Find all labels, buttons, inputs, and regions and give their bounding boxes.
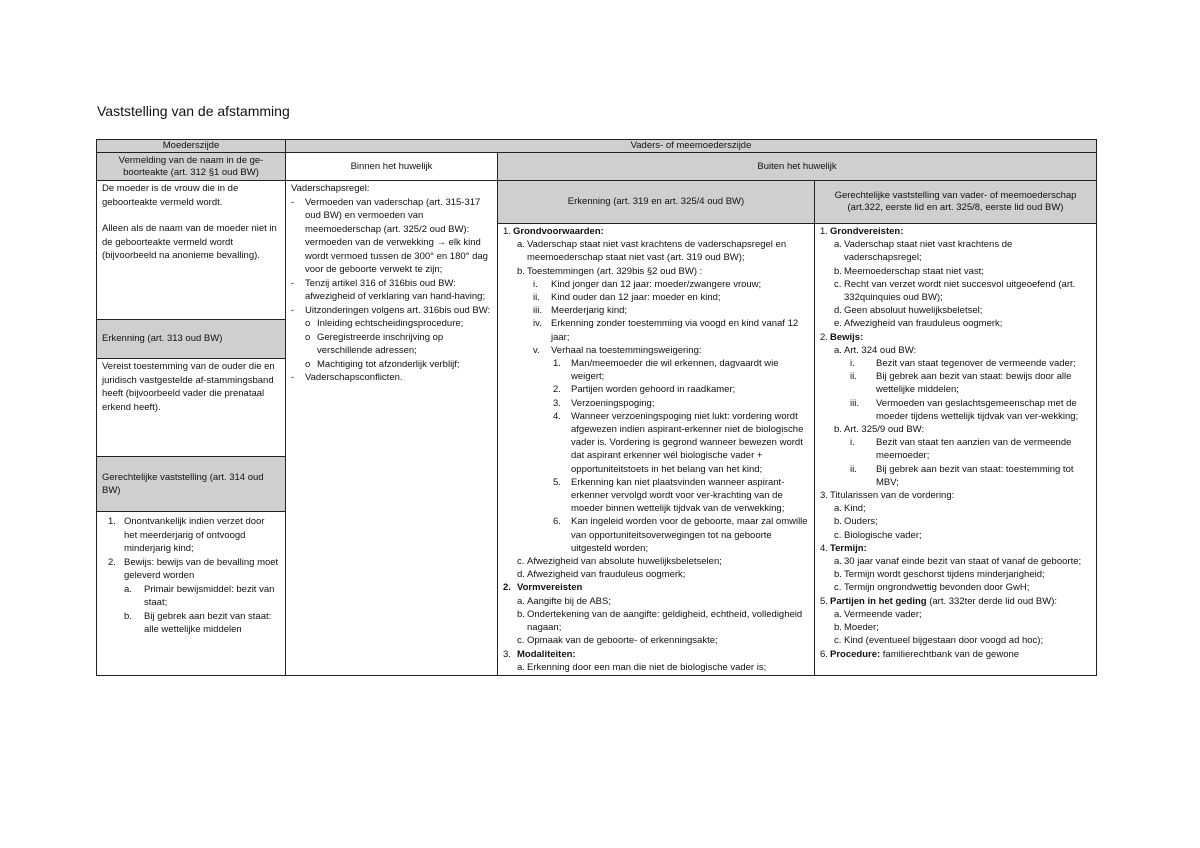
list-item: - Uitzonderingen volgens art. 316bis oud BW: (291, 304, 491, 316)
list-item: a. Vermeende vader; (834, 608, 922, 620)
header-vermelding: Vermelding van de naam in de ge-boorteakte (art. 312 §1 oud BW) (97, 153, 286, 181)
list-item: c. Termijn ongrondwettig bevonden door GwH; (834, 582, 1030, 594)
list-item: 4. Termijn: (820, 542, 867, 554)
list-item: c. Kind (eventueel bijgestaan door voogd ad hoc); (834, 635, 1044, 647)
list-item: 2. Bewijs: (820, 331, 864, 343)
list-item: c. Biologische vader; (834, 529, 922, 541)
list-item: b. Toestemmingen (art. 329bis §2 oud BW) : (517, 265, 703, 277)
list-item: b. Ouders; (834, 516, 878, 528)
list-item: 2. Partijen worden gehoord in raadkamer; (553, 384, 736, 396)
list-item: b. Meemoederschap staat niet vast; (834, 265, 984, 277)
list-item: a. Primair bewijsmiddel: bezit van staat; (124, 583, 275, 608)
list-item: d. Geen absoluut huwelijksbeletsel; (834, 305, 983, 317)
list-item: i. Bezit van staat tegenover de vermeende vader; (850, 358, 1076, 370)
list-item: o Inleiding echtscheidingsprocedure; (305, 318, 464, 329)
list-item: o Machtiging tot afzonderlijk verblijf; (305, 358, 460, 370)
list-item: c. Opmaak van de geboorte- of erkenningsakte; (517, 635, 718, 647)
page-title: Vaststelling van de afstamming (97, 103, 290, 119)
list-item: 6. Kan ingeleid worden voor de geboorte, maar zal omwille van opportuniteitsoverwegingen tot na geboorte uitgesteld worden; (553, 516, 808, 554)
header-erkenning-buiten: Erkenning (art. 319 en art. 325/4 oud BW) (498, 181, 815, 224)
list-item: iii. Vermoeden van geslachtsgemeenschap met de moeder tijdens wettelijk tijdvak van ver-wekking; (850, 397, 1079, 422)
list-item: a. 30 jaar vanaf einde bezit van staat of vanaf de geboorte; (834, 556, 1082, 568)
list-item: 6. Procedure: familierechtbank van de gewone (820, 648, 1020, 660)
header-moederszijde: Moederszijde (97, 140, 286, 153)
list-item: 4. Wanneer verzoeningspoging niet lukt: vordering wordt afgewezen indien aspirant-erkenner niet de biologische vader is. Vordering is gegrond wanneer bewezen wordt dat aspirant erkenner wél biologische vader + opportuniteitstoets in het belang van het kind; (553, 410, 804, 475)
list-item: b. Art. 325/9 oud BW: (834, 424, 925, 436)
list-item: a. Erkenning door een man die niet de biologische vader is; (517, 661, 767, 673)
list-item: v. Verhaal na toestemmingsweigering: (533, 344, 702, 356)
list-item: e. Afwezigheid van frauduleus oogmerk; (834, 318, 1003, 330)
list-item: 5. Partijen in het geding (art. 332ter derde lid oud BW): (820, 595, 1058, 607)
list-item: a. Aangifte bij de ABS; (517, 595, 611, 607)
header-buiten-huwelijk: Buiten het huwelijk (498, 153, 1097, 181)
list-item: o Geregistreerde inschrijving op verschillende adressen; (305, 331, 444, 356)
list-item: 1. Grondvoorwaarden: (503, 226, 604, 237)
header-gerechtelijk-buiten: Gerechtelijke vaststelling van vader- of meemoederschap (art.322, eerste lid en art. 325/8, eerste lid oud BW) (815, 181, 1097, 224)
list-item: ii. Bij gebrek aan bezit van staat: toestemming tot MBV; (850, 463, 1074, 488)
list-item: - Vermoeden van vaderschap (art. 315-317 oud BW) en vermoeden van meemoederschap (art. 325/2 oud BW): vermoeden van de verwekking → elk kind wordt vermoed tussen de 300° en 180° dag voor de geboorte verwekt te zijn; (291, 196, 488, 275)
list-item: 3. Titularissen van de vordering: (820, 490, 955, 502)
list-item: c. Recht van verzet wordt niet succesvol uitgeoefend (art. 332quinquies oud BW); (834, 278, 1076, 304)
list-item: c. Afwezigheid van absolute huwelijksbeletselen; (517, 556, 722, 568)
list-item: a. Vaderschap staat niet vast krachtens de vaderschapsregel en meemoederschap staat niet vast (art. 319 oud BW); (517, 239, 787, 264)
list-item: 1. Man/meemoeder die wil erkennen, dagvaardt wie weigert; (553, 358, 779, 383)
list-item: - Tenzij artikel 316 of 316bis oud BW: afwezigheid of verklaring van hand-having; (291, 277, 486, 302)
moeder-definitie: De moeder is de vrouw die in de geboorteakte vermeld wordt. (102, 183, 239, 208)
gerechtelijk-moeder-header: Gerechtelijke vaststelling (art. 314 oud BW) (102, 471, 264, 496)
list-item: i. Bezit van staat ten aanzien van de vermeende meemoeder; (850, 437, 1072, 462)
list-item: 2. Vormvereisten (503, 582, 583, 594)
list-item: i. Kind jonger dan 12 jaar: moeder/zwangere vrouw; (533, 278, 762, 290)
binnen-huwelijk-column (286, 181, 498, 676)
list-item: 3. Verzoeningspoging; (553, 397, 655, 409)
list-item: a. Kind; (834, 503, 866, 515)
list-item: 3. Modaliteiten: (503, 648, 576, 660)
list-item: d. Afwezigheid van frauduleus oogmerk; (517, 569, 686, 581)
list-item: - Vaderschapsconflicten. (291, 372, 403, 383)
list-item: 1. Grondvereisten: (820, 226, 904, 237)
list-item: b. Ondertekening van de aangifte: geldigheid, echtheid, volledigheid nagaan; (517, 608, 803, 634)
erkenning-moeder-header: Erkenning (art. 313 oud BW) (102, 333, 223, 345)
list-item: b. Termijn wordt geschorst tijdens minderjarigheid; (834, 569, 1045, 581)
list-item: b. Moeder; (834, 622, 879, 634)
moederszijde-column (97, 181, 286, 676)
afstamming-grid (96, 139, 1097, 676)
gerechtelijk-buiten-column (815, 224, 1097, 676)
vaderschapsregel-intro: Vaderschapsregel: (291, 183, 370, 194)
list-item: ii. Kind ouder dan 12 jaar: moeder en kind; (533, 292, 721, 304)
erkenning-buiten-column (498, 224, 815, 676)
list-item: b. Bij gebrek aan bezit van staat: alle wettelijke middelen (124, 610, 272, 635)
header-vaderszijde: Vaders- of meemoederszijde (286, 140, 1097, 153)
erkenning-moeder-text: Vereist toestemming van de ouder die en juridisch vastgestelde af-stammingsband heeft (bijvoorbeeld vader die prenataal erkend heeft). (102, 361, 275, 413)
list-item: 1. Onontvankelijk indien verzet door het meerderjarig of ontvoogd minderjarig kind; (108, 516, 265, 554)
list-item: iii. Meerderjarig kind; (533, 305, 628, 317)
list-item: iv. Erkenning zonder toestemming via voogd en kind vanaf 12 jaar; (533, 318, 799, 343)
list-item: 2. Bewijs: bewijs van de bevalling moet geleverd worden (108, 556, 279, 581)
list-item: a. Vaderschap staat niet vast krachtens de vaderschapsregel; (834, 239, 1013, 264)
header-binnen-huwelijk: Binnen het huwelijk (286, 153, 498, 181)
list-item: ii. Bij gebrek aan bezit van staat: bewijs door alle wettelijke middelen; (850, 371, 1072, 396)
moeder-anoniem: Alleen als de naam van de moeder niet in de geboorteakte vermeld wordt (bijvoorbeeld na anonieme bevalling). (102, 223, 277, 261)
list-item: 5. Erkenning kan niet plaatsvinden wanneer aspirant-erkenner vervolgd wordt voor ver-krachting van de moeder binnen wettelijk tijdvak van de verwekking; (553, 476, 785, 515)
list-item: a. Art. 324 oud BW: (834, 344, 917, 356)
